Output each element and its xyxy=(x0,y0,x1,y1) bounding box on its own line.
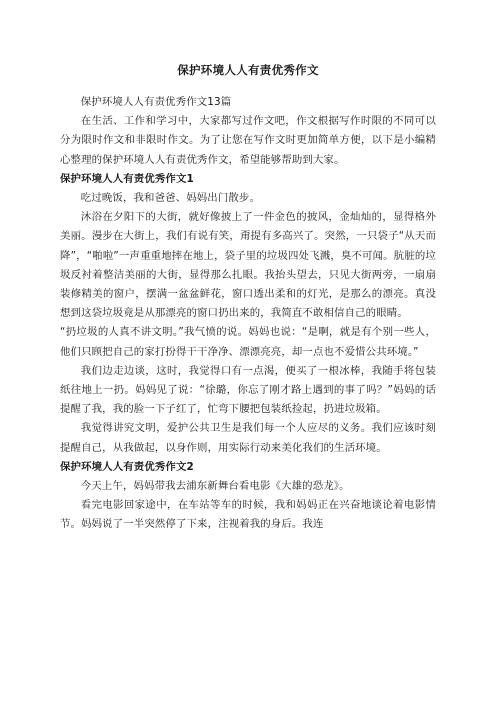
paragraph: 沐浴在夕阳下的大街，就好像披上了一件金色的披风，金灿灿的，显得格外美丽。漫步在大街上，我们有说有笑，甭提有多高兴了。突然，一只袋子“从天而降”，“啪啦”一声重重地摔在地上，袋子里的垃圾四处飞溅，臭不可闻。肮脏的垃圾反衬着整洁美丽的大街，显得那么扎眼。我抬头望去，只见大街两旁，一扇扇装修精美的窗户，摆满一盆盆鲜花，窗口透出柔和的灯光，是那么的漂亮。真没想到这袋垃圾竟是从那漂亮的窗口扔出来的，我简直不敢相信自己的眼睛。 xyxy=(60,211,436,320)
paragraph: 吃过晚饭，我和爸爸、妈妈出门散步。 xyxy=(80,192,260,205)
paragraph: 看完电影回家途中，在车站等车的时候，我和妈妈正在兴奋地谈论着电影情节。妈妈说了一半突然停了下来，注视着我的身后。我连 xyxy=(60,499,436,531)
paragraph: 我们边走边谈，这时，我觉得口有一点渴，便买了一根冰棒，我随手将包装纸往地上一扔。妈妈见了说：“徐璐，你忘了刚才路上遇到的事了吗？”妈妈的话提醒了我，我的脸一下子红了，忙弯下腰把包装纸捡起，扔进垃圾箱。 xyxy=(60,364,436,416)
paragraph: 保护环境人人有责优秀作文13篇 xyxy=(80,96,232,108)
paragraph: 今天上午，妈妈带我去浦东新舞台看电影《大雄的恐龙》。 xyxy=(80,480,350,493)
document-title: 保护环境人人有责优秀作文 xyxy=(177,63,319,77)
paragraph: “扔垃圾的人真不讲文明。”我气愤的说。妈妈也说：“是啊，就是有个别一些人，他们只顾把自己的家打扮得干干净净、漂漂亮亮，却一点也不爱惜公共环境。” xyxy=(60,326,436,358)
paragraph: 我觉得讲究文明，爱护公共卫生是我们每一个人应尽的义务。我们应该时刻提醒自己，从我做起，以身作则，用实际行动来美化我们的生活环境。 xyxy=(60,422,436,454)
section-heading: 保护环境人人有责优秀作文2 xyxy=(60,460,194,473)
paragraph: 在生活、工作和学习中，大家都写过作文吧，作文根据写作时限的不同可以分为限时作文和非限时作文。为了让您在写作文时更加简单方便，以下是小编精心整理的保护环境人人有责优秀作文，希望能够帮助到大家。 xyxy=(60,115,436,166)
document-body xyxy=(60,93,436,535)
section-heading: 保护环境人人有责优秀作文1 xyxy=(60,172,194,185)
